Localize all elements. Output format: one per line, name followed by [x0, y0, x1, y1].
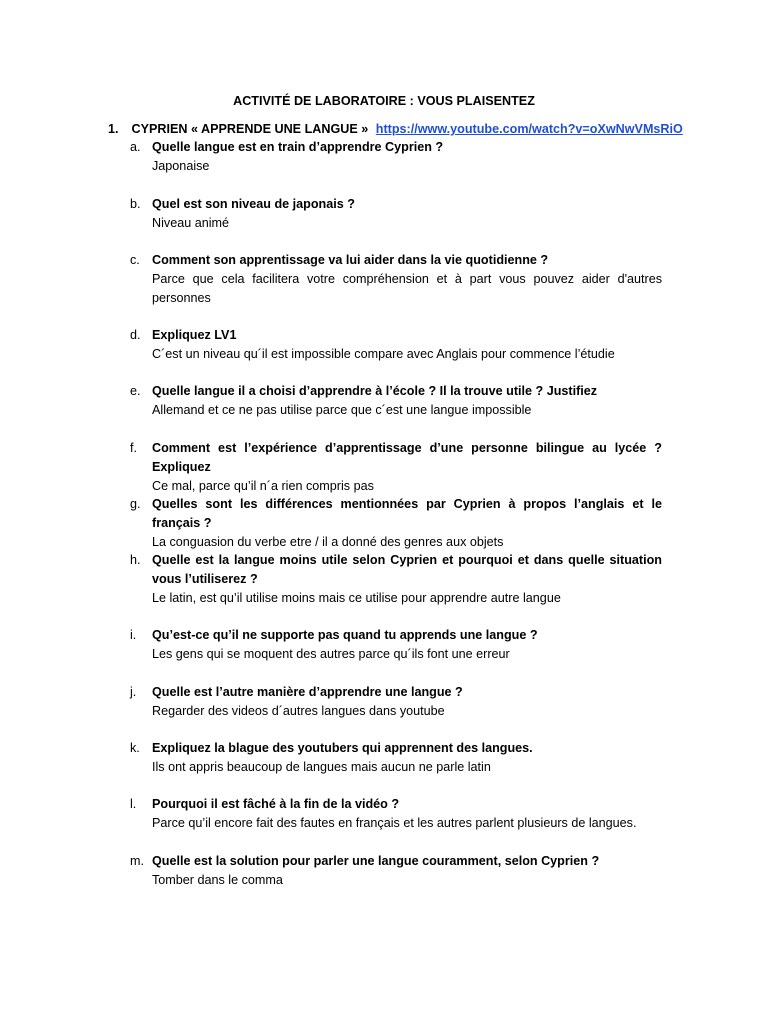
question-item-l	[130, 795, 662, 833]
question-text: Comment est l’expérience d’apprentissage d’une personne bilingue au lycée ? Expliquez	[152, 441, 662, 474]
question-text: Quel est son niveau de japonais ?	[152, 197, 355, 211]
answer-text: Niveau animé	[152, 216, 230, 230]
question-text: Expliquez la blague des youtubers qui apprennent des langues.	[152, 741, 533, 755]
answer-text: Parce qu’il encore fait des fautes en français et les autres parlent plusieurs de langues.	[152, 816, 637, 830]
section-heading	[108, 120, 683, 139]
question-letter: g.	[130, 497, 141, 511]
question-text: Quelle est l’autre manière d’apprendre une langue ?	[152, 685, 463, 699]
answer-text: Tomber dans le comma	[152, 873, 283, 887]
question-item-d	[130, 326, 662, 364]
section-title: CYPRIEN « APPRENDE UNE LANGUE »	[131, 122, 369, 136]
question-item-g	[130, 495, 662, 552]
question-item-e	[130, 382, 662, 420]
video-link[interactable]: https://www.youtube.com/watch?v=oXwNwVMsRiO	[375, 122, 683, 136]
answer-text: La conguasion du verbe etre / il a donné des genres aux objets	[152, 535, 504, 549]
question-item-h	[130, 551, 662, 608]
question-letter: a.	[130, 140, 141, 154]
question-item-a	[130, 138, 662, 176]
question-text: Expliquez LV1	[152, 328, 237, 342]
answer-text: C´est un niveau qu´il est impossible compare avec Anglais pour commence l’étudie	[152, 347, 615, 361]
question-text: Qu’est-ce qu’il ne supporte pas quand tu apprends une langue ?	[152, 628, 538, 642]
question-text: Quelle langue il a choisi d’apprendre à l’école ? Il la trouve utile ? Justifiez	[152, 384, 598, 398]
section-number: 1.	[108, 122, 119, 136]
question-text: Pourquoi il est fâché à la fin de la vidéo ?	[152, 797, 400, 811]
document-title: ACTIVITÉ DE LABORATOIRE : VOUS PLAISENTEZ	[233, 94, 535, 108]
question-text: Comment son apprentissage va lui aider dans la vie quotidienne ?	[152, 253, 549, 267]
question-text: Quelle est la langue moins utile selon Cyprien et pourquoi et dans quelle situation vous l’utiliserez ?	[152, 553, 662, 586]
answer-text: Regarder des videos d´autres langues dans youtube	[152, 704, 445, 718]
answer-text: Ce mal, parce qu’il n´a rien compris pas	[152, 479, 374, 493]
question-text: Quelle est la solution pour parler une langue couramment, selon Cyprien ?	[152, 854, 600, 868]
question-letter: m.	[130, 854, 144, 868]
answer-text: Allemand et ce ne pas utilise parce que c´est une langue impossible	[152, 403, 532, 417]
question-item-m	[130, 852, 662, 890]
question-item-i	[130, 626, 662, 664]
question-item-f	[130, 439, 662, 496]
answer-text: Parce que cela facilitera votre compréhension et à part vous pouvez aider d'autres personnes	[152, 272, 662, 305]
question-letter: b.	[130, 197, 141, 211]
question-item-j	[130, 683, 662, 721]
question-letter: l.	[130, 797, 137, 811]
question-letter: e.	[130, 384, 141, 398]
question-letter: i.	[130, 628, 137, 642]
question-letter: d.	[130, 328, 141, 342]
question-letter: c.	[130, 253, 140, 267]
answer-text: Les gens qui se moquent des autres parce qu´ils font une erreur	[152, 647, 510, 661]
answer-text: Ils ont appris beaucoup de langues mais aucun ne parle latin	[152, 760, 491, 774]
question-letter: j.	[130, 685, 137, 699]
question-letter: f.	[130, 441, 137, 455]
question-item-c	[130, 251, 662, 308]
question-text: Quelles sont les différences mentionnées par Cyprien à propos l’anglais et le français ?	[152, 497, 662, 530]
answer-text: Japonaise	[152, 159, 210, 173]
question-item-k	[130, 739, 662, 777]
question-item-b	[130, 195, 662, 233]
answer-text: Le latin, est qu’il utilise moins mais ce utilise pour apprendre autre langue	[152, 591, 561, 605]
question-letter: k.	[130, 741, 140, 755]
question-text: Quelle langue est en train d’apprendre Cyprien ?	[152, 140, 444, 154]
question-letter: h.	[130, 553, 141, 567]
